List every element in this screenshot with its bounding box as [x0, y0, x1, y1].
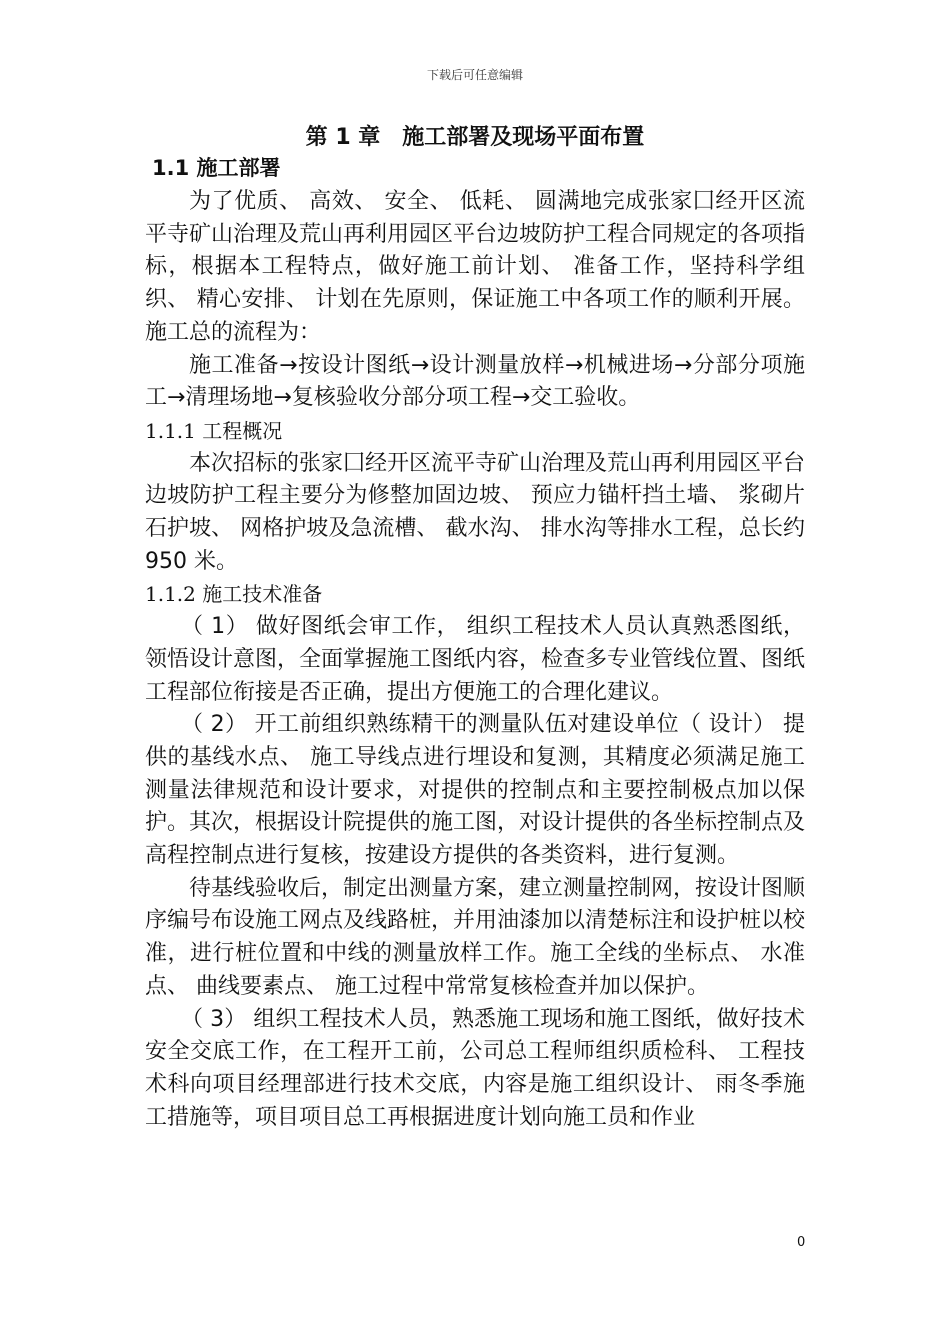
page-number: 0	[797, 1235, 806, 1250]
chapter-title: 第 1 章 施工部署及现场平面布置	[305, 125, 645, 150]
subsection-heading-overview: 1.1.1 工程概况	[145, 418, 283, 443]
paragraph-overview: 本次招标的张家囗经开区流平寺矿山治理及荒山再利用园区平台边坡防护工程主要分为修整加固边坡、 预应力锚杆挡土墙、 浆砌片石护坡、 网格护坡及急流槽、 截水沟、 排水沟等排水工程，总长约 950 米。	[145, 450, 806, 574]
paragraph-item-2: （ 2） 开工前组织熟练精干的测量队伍对建设单位（ 设计） 提供的基线水点、 施工导线点进行埋设和复测，其精度必须满足施工测量法律规范和设计要求，对提供的控制点和主要控制极点加以保护。其次，根据设计院提供的施工图，对设计提供的各坐标控制点及高程控制点进行复核，按建设方提供的各类资料，进行复测。	[145, 712, 806, 869]
subsection-heading-tech-prep: 1.1.2 施工技术准备	[145, 582, 323, 607]
paragraph-item-3: （ 3） 组织工程技术人员，熟悉施工现场和施工图纸，做好技术安全交底工作，在工程开工前，公司总工程师组织质检科、 工程技术科向项目经理部进行技术交底，内容是施工组织设计、 雨冬季施工措施等，项目项目总工再根据进度计划向施工员和作业	[145, 1006, 805, 1130]
paragraph-flow: 施工准备→按设计图纸→设计测量放样→机械进场→分部分项施工→清理场地→复核验收分部分项工程→交工验收。	[145, 352, 805, 411]
paragraph-item-1: （ 1） 做好图纸会审工作， 组织工程技术人员认真熟悉图纸，领悟设计意图，全面掌握施工图纸内容，检查多专业管线位置、图纸工程部位衔接是否正确，提出方便施工的合理化建议。	[145, 614, 806, 705]
document-body	[145, 186, 805, 1134]
paragraph-survey: 待基线验收后，制定出测量方案，建立测量控制网，按设计图顺序编号布设施工网点及线路桩，并用油漆加以清楚标注和设护桩以校准，进行桩位置和中线的测量放样工作。施工全线的坐标点、 水准点、 曲线要素点、 施工过程中常常复核检查并加以保护。	[145, 875, 806, 999]
page-header-note: 下载后可任意编辑	[426, 68, 523, 82]
paragraph-intro: 为了优质、 高效、 安全、 低耗、 圆满地完成张家囗经开区流平寺矿山治理及荒山再利用园区平台边坡防护工程合同规定的各项指标，根据本工程特点，做好施工前计划、 准备工作，坚持科学组织、 精心安排、 计划在先原则，保证施工中各项工作的顺利开展。施工总的流程为：	[145, 189, 806, 345]
section-title: 1.1 施工部署	[152, 156, 281, 180]
